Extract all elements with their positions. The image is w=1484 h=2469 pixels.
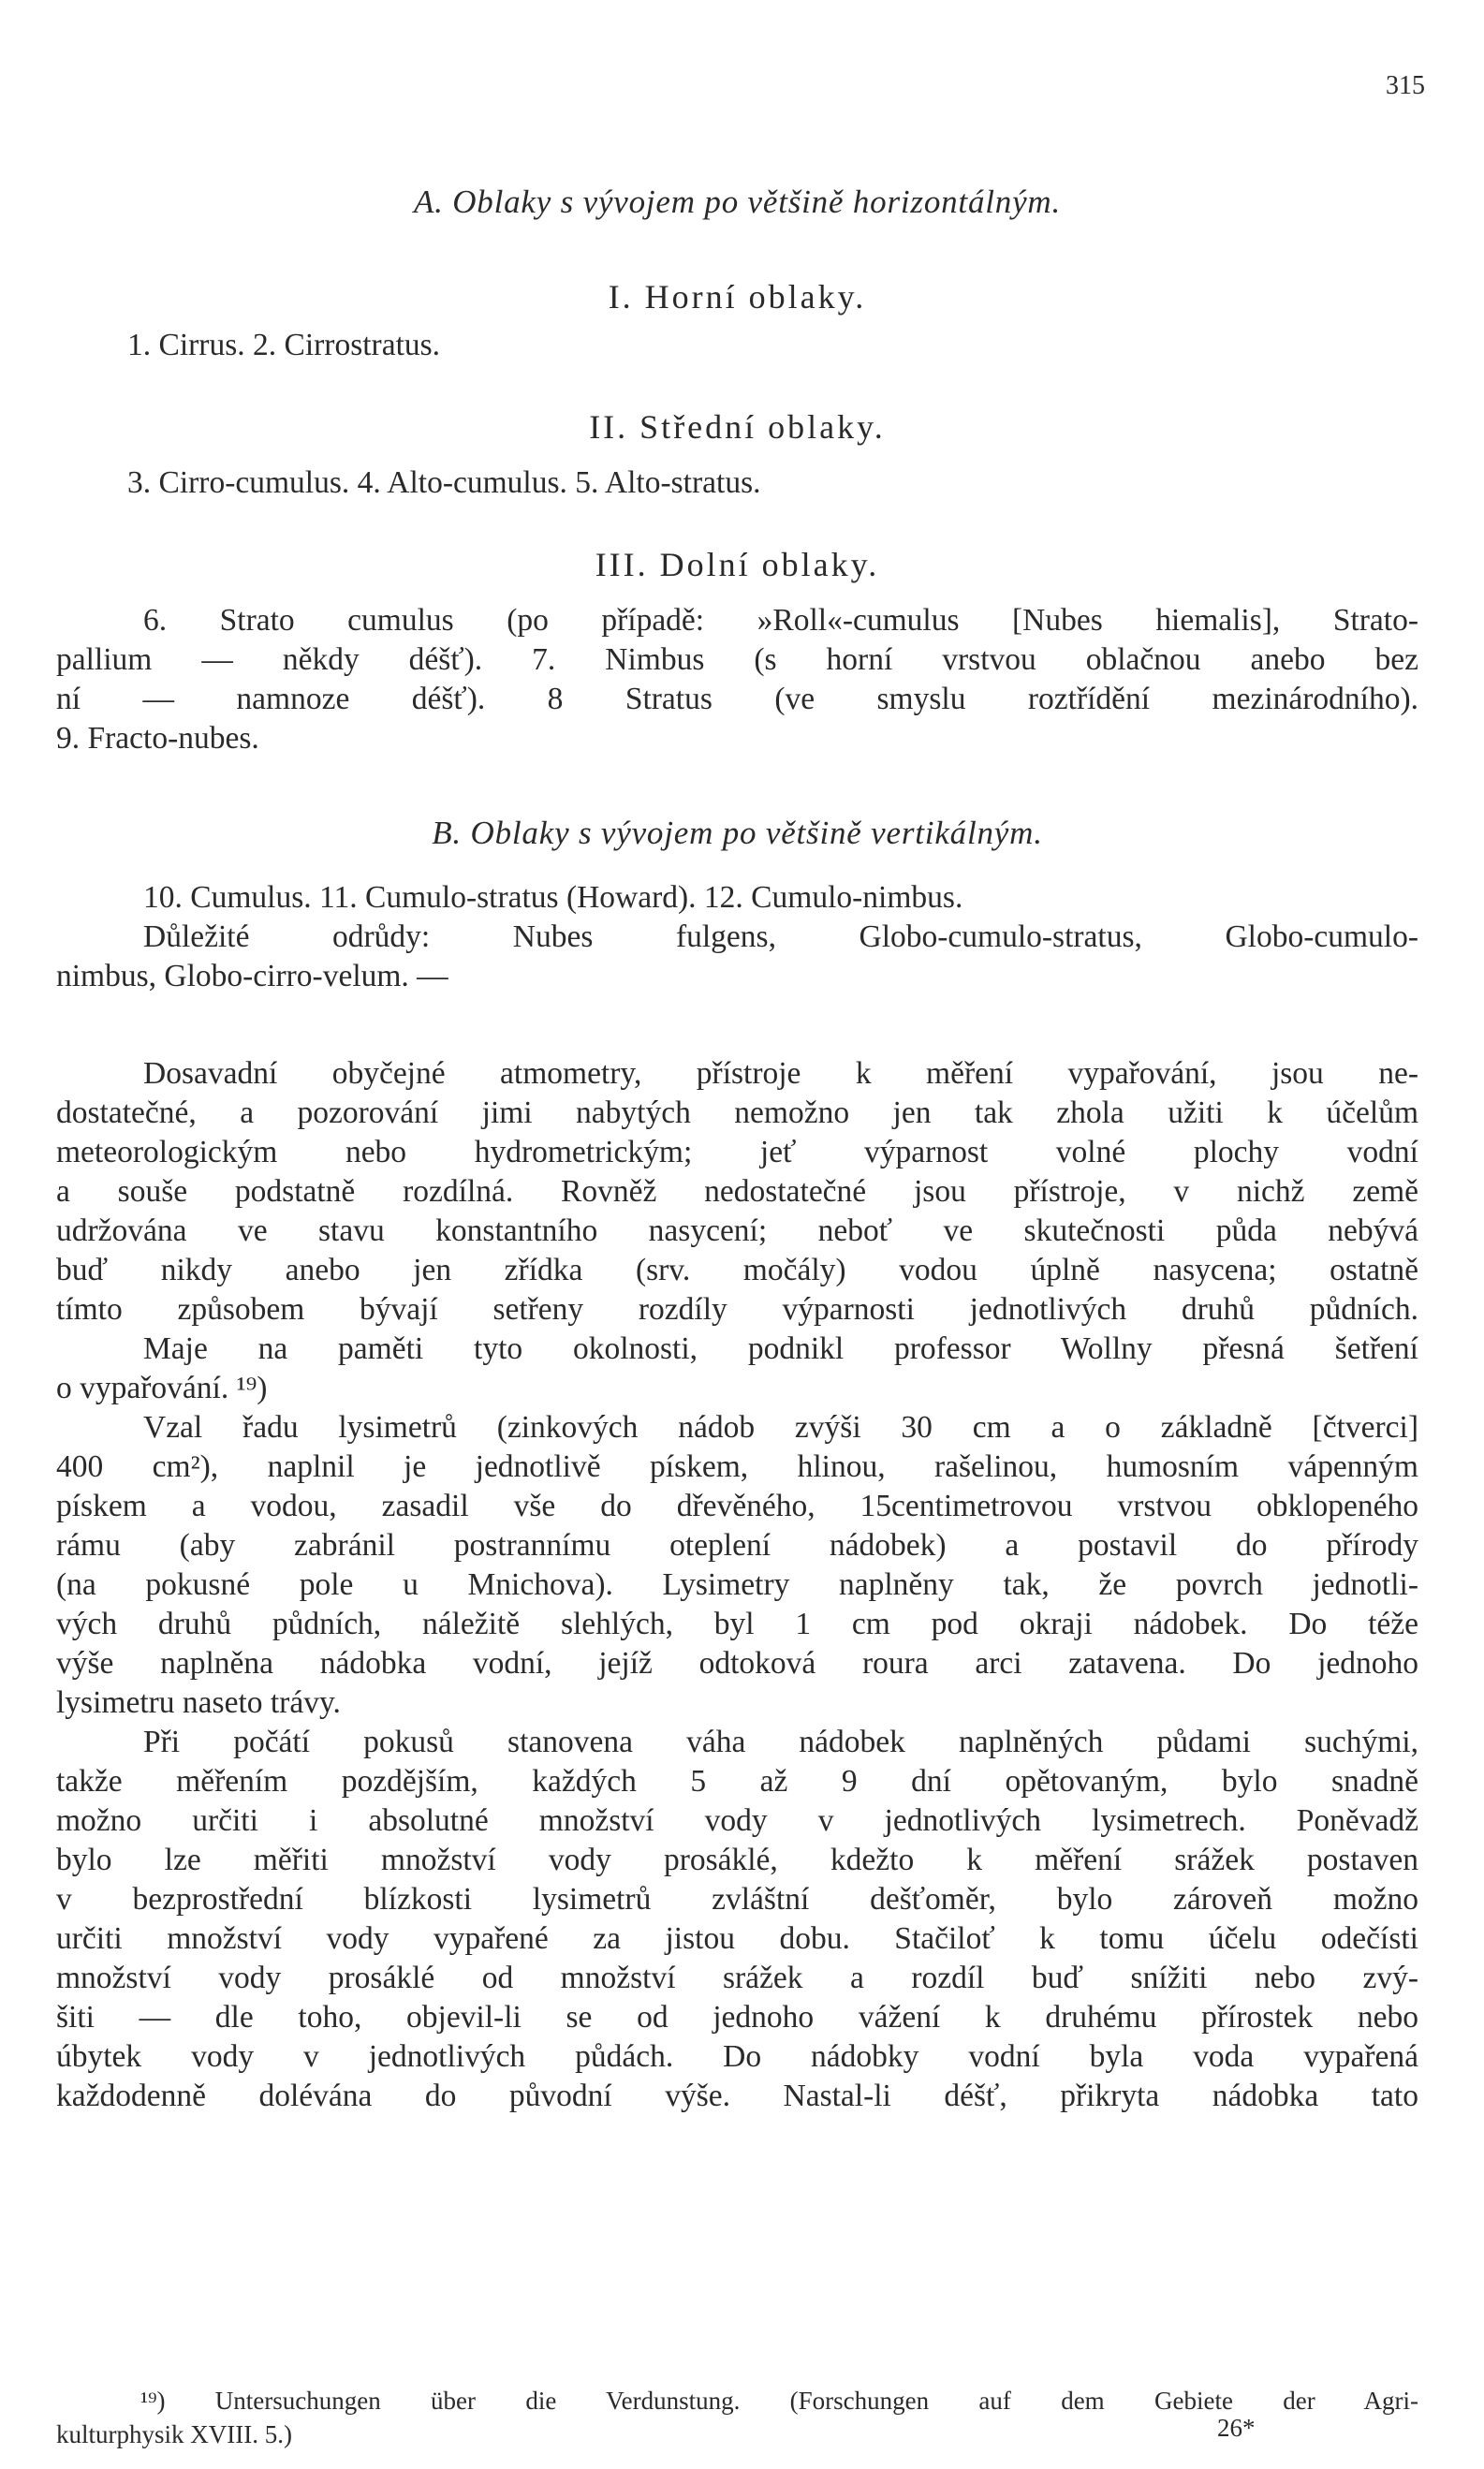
text-line: tímto způsobem bývají setřeny rozdíly výparnosti jednotlivých druhů půdních. — [56, 1292, 1418, 1327]
section-b-text — [56, 878, 1418, 996]
text-line: určiti množství vody vypařené za jistou dobu. Stačiloť k tomu účelu odečísti — [56, 1921, 1418, 1956]
page-number: 315 — [1386, 71, 1425, 100]
text-line: výše naplněna nádobka vodní, jejíž odtoková roura arci zatavena. Do jednoho — [56, 1646, 1418, 1681]
group-horni-items: 1. Cirrus. 2. Cirrostratus. — [127, 328, 441, 362]
signature-mark: 26* — [1217, 2414, 1256, 2442]
text-line: možno určiti i absolutné množství vody v jednotlivých lysimetrech. Poněvadž — [56, 1803, 1418, 1838]
text-line: úbytek vody v jednotlivých půdách. Do nádobky vodní byla voda vypařená — [56, 2039, 1418, 2074]
text-line: bylo lze měřiti množství vody prosáklé, kdežto k měření srážek postaven — [56, 1843, 1418, 1877]
text-line: šiti — dle toho, objevil-li se od jednoho vážení k druhému přírostek nebo — [56, 2000, 1418, 2035]
text-line: ní — namnoze déšť). 8 Stratus (ve smyslu roztřídění mezinárodního). — [56, 682, 1418, 716]
text-line: dostatečné, a pozorování jimi nabytých nemožno jen tak zhola užiti k účelům — [56, 1095, 1418, 1130]
body-text — [56, 1054, 1418, 2116]
text-line: Maje na paměti tyto okolnosti, podnikl professor Wollny přesná šetření — [143, 1331, 1418, 1366]
text-line: Důležité odrůdy: Nubes fulgens, Globo-cumulo-stratus, Globo-cumulo- — [143, 919, 1418, 954]
text-line: lysimetru naseto trávy. — [56, 1685, 341, 1720]
group-horni-title: I. Horní oblaky. — [608, 278, 867, 316]
text-line: meteorologickým nebo hydrometrickým; jeť výparnost volné plochy vodní — [56, 1135, 1418, 1169]
text-line: rámu (aby zabránil postrannímu oteplení nádobek) a postavil do přírody — [56, 1528, 1418, 1563]
text-line: 10. Cumulus. 11. Cumulo-stratus (Howard). 12. Cumulo-nimbus. — [143, 880, 963, 915]
text-line: udržována ve stavu konstantního nasycení; neboť ve skutečnosti půda nebývá — [56, 1213, 1418, 1248]
text-line: množství vody prosáklé od množství srážek a rozdíl buď snížiti nebo zvý- — [56, 1961, 1418, 1995]
text-line: 6. Strato cumulus (po případě: »Roll«-cumulus [Nubes hiemalis], Strato- — [143, 603, 1418, 638]
footnote — [56, 2384, 1418, 2451]
text-line: a souše podstatně rozdílná. Rovněž nedostatečné jsou přístroje, v nichž země — [56, 1174, 1418, 1209]
group-dolni-text — [56, 601, 1418, 758]
text-line: v bezprostřední blízkosti lysimetrů zvláštní dešťoměr, bylo zároveň možno — [56, 1882, 1418, 1917]
section-a-title: A. Oblaky s vývojem po většině horizontálným. — [413, 184, 1062, 220]
text-line: Vzal řadu lysimetrů (zinkových nádob zvýši 30 cm a o základně [čtverci] — [143, 1410, 1418, 1445]
group-stredni-items: 3. Cirro-cumulus. 4. Alto-cumulus. 5. Alto-stratus. — [127, 465, 761, 500]
text-line: o vypařování. ¹⁹) — [56, 1371, 268, 1405]
text-line: 9. Fracto-nubes. — [56, 721, 259, 756]
footnote-line: ¹⁹) Untersuchungen über die Verdunstung. (Forschungen auf dem Gebiete der Agri- — [140, 2387, 1418, 2415]
text-line: nimbus, Globo-cirro-velum. — — [56, 959, 448, 993]
text-line: vých druhů půdních, náležitě slehlých, byl 1 cm pod okraji nádobek. Do téže — [56, 1607, 1418, 1641]
text-line: 400 cm²), naplnil je jednotlivě pískem, hlinou, rašelinou, humosním vápenným — [56, 1449, 1418, 1484]
section-b-title: B. Oblaky s vývojem po většině vertikálným. — [432, 815, 1043, 851]
text-line: každodenně dolévána do původní výše. Nastal-li déšť, přikryta nádobka tato — [56, 2079, 1418, 2113]
text-line: pallium — někdy déšť). 7. Nimbus (s horní vrstvou oblačnou anebo bez — [56, 642, 1418, 677]
text-line: buď nikdy anebo jen zřídka (srv. močály) vodou úplně nasycena; ostatně — [56, 1253, 1418, 1287]
group-stredni-title: II. Střední oblaky. — [589, 408, 886, 446]
text-line: Při počátí pokusů stanovena váha nádobek naplněných půdami suchými, — [143, 1725, 1418, 1759]
text-line: Dosavadní obyčejné atmometry, přístroje k měření vypařování, jsou ne- — [143, 1056, 1418, 1091]
text-line: pískem a vodou, zasadil vše do dřevěného, 15centimetrovou vrstvou obklopeného — [56, 1489, 1418, 1523]
text-line: takže měřením pozdějším, každých 5 až 9 dní opětovaným, bylo snadně — [56, 1764, 1418, 1799]
group-dolni-title: III. Dolní oblaky. — [595, 546, 880, 583]
page-content — [56, 184, 1418, 2116]
text-line: (na pokusné pole u Mnichova). Lysimetry naplněny tak, že povrch jednotli- — [56, 1567, 1418, 1602]
footnote-line: kulturphysik XVIII. 5.) — [56, 2420, 292, 2448]
